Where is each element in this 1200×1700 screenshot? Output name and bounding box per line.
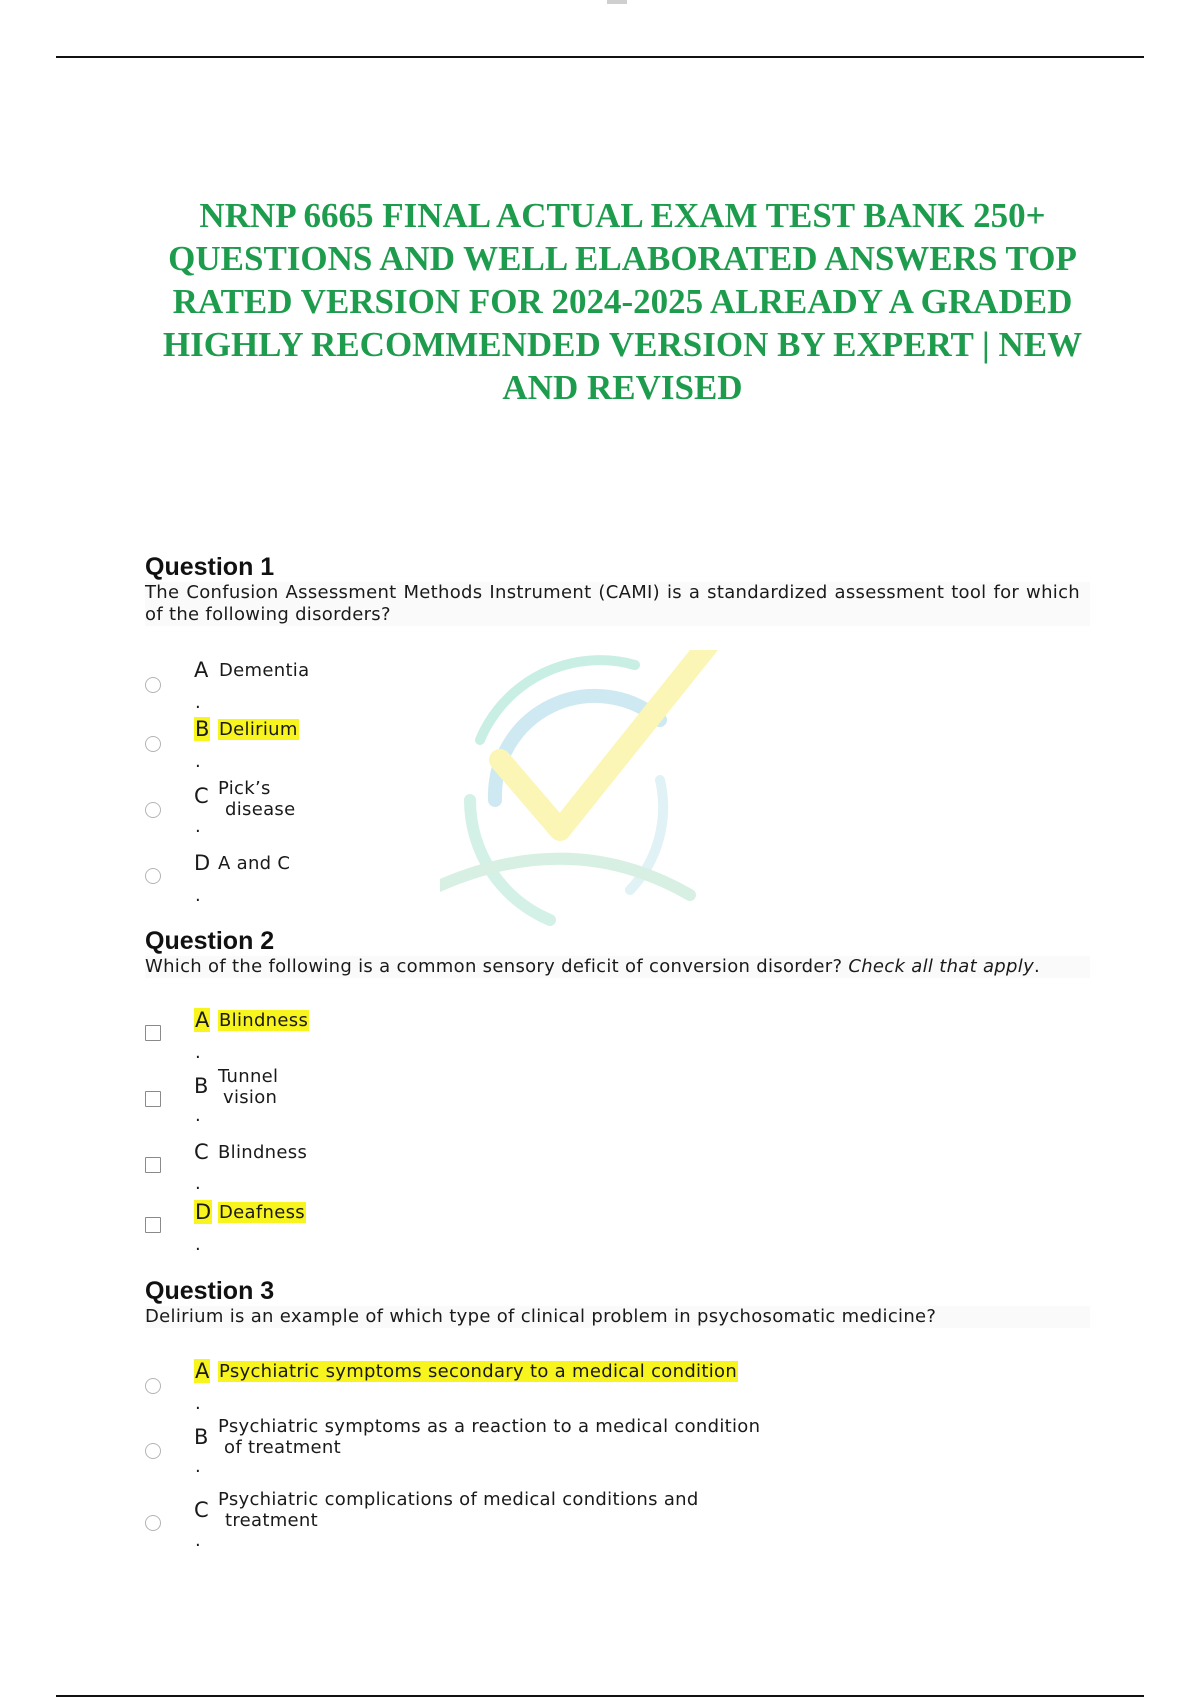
answer-option-b[interactable] (145, 1416, 825, 1477)
option-dot: . (195, 1456, 201, 1477)
radio-button[interactable] (145, 1378, 161, 1394)
option-dot: . (195, 1173, 201, 1194)
header-rule (56, 56, 1144, 58)
radio-button[interactable] (145, 868, 161, 884)
question-1 (145, 552, 1090, 626)
checkbox[interactable] (145, 1091, 161, 1107)
question-text: Delirium is an example of which type of clinical problem in psychosomatic medicine? (145, 1306, 1090, 1328)
checkbox[interactable] (145, 1157, 161, 1173)
option-text: Dementia (219, 660, 310, 681)
question-2 (145, 926, 1090, 978)
option-text-line: Tunnel (218, 1066, 279, 1087)
option-dot: . (195, 692, 201, 713)
question-text-end: . (1034, 956, 1041, 977)
option-text: A and C (218, 853, 291, 874)
question-heading: Question 1 (145, 553, 275, 581)
option-text-line: of treatment (224, 1437, 341, 1458)
checkbox[interactable] (145, 1217, 161, 1233)
option-dot: . (195, 1105, 201, 1126)
option-letter: A (195, 1359, 210, 1383)
page-top-mark (607, 0, 627, 4)
option-text (218, 1416, 760, 1458)
checkbox[interactable] (145, 1025, 161, 1041)
option-dot: . (195, 885, 201, 906)
option-letter: D (195, 1200, 212, 1224)
option-letter: C (194, 784, 209, 808)
option-letter: A (195, 1008, 210, 1032)
option-text-line: Psychiatric complications of medical conditions and (218, 1489, 699, 1510)
option-letter: B (194, 1074, 209, 1098)
option-letter: B (194, 1425, 209, 1449)
option-letter: B (195, 717, 210, 741)
question-text (145, 956, 1090, 978)
radio-button[interactable] (145, 736, 161, 752)
question-heading: Question 2 (145, 927, 275, 955)
option-dot: . (195, 1234, 201, 1255)
option-text: Blindness (218, 1142, 308, 1163)
option-letter: D (194, 851, 211, 875)
option-letter: C (194, 1140, 209, 1164)
option-letter: A (194, 658, 209, 682)
answer-option-a[interactable] (145, 658, 345, 713)
option-dot: . (195, 816, 201, 837)
option-text: Delirium (219, 719, 298, 740)
document-title: NRNP 6665 FINAL ACTUAL EXAM TEST BANK 250+ QUESTIONS AND WELL ELABORATED ANSWERS TOP RATED VERSION FOR 2024-2025 ALREADY A GRADED HIGHLY RECOMMENDED VERSION BY EXPERT | NEW AND REVISED (162, 196, 1083, 407)
footer-rule (56, 1695, 1144, 1697)
option-text (218, 1489, 699, 1531)
answer-option-c[interactable] (145, 778, 345, 837)
answer-option-b[interactable] (145, 717, 345, 772)
radio-button[interactable] (145, 802, 161, 818)
option-text-line: vision (223, 1087, 278, 1108)
option-text (218, 1066, 278, 1108)
answer-option-c[interactable] (145, 1140, 345, 1194)
option-text: Deafness (219, 1202, 305, 1223)
option-letter: C (194, 1498, 209, 1522)
answer-option-d[interactable] (145, 1200, 345, 1255)
option-text: Blindness (219, 1010, 309, 1031)
question-heading: Question 3 (145, 1277, 275, 1305)
answer-option-b[interactable] (145, 1066, 345, 1126)
checkmark-watermark-icon (440, 650, 780, 940)
option-text (218, 778, 295, 820)
option-dot: . (195, 1530, 201, 1551)
option-text-line: Psychiatric symptoms as a reaction to a medical condition (218, 1416, 761, 1437)
radio-button[interactable] (145, 1443, 161, 1459)
radio-button[interactable] (145, 677, 161, 693)
option-dot: . (195, 751, 201, 772)
radio-button[interactable] (145, 1515, 161, 1531)
option-text: Psychiatric symptoms secondary to a medical condition (219, 1361, 738, 1382)
option-text-line: treatment (225, 1510, 318, 1531)
answer-option-a[interactable] (145, 1008, 345, 1063)
question-text-main: Which of the following is a common sensory deficit of conversion disorder? (145, 956, 843, 977)
answer-option-a[interactable] (145, 1359, 785, 1414)
option-text-line: disease (225, 799, 296, 820)
option-dot: . (195, 1042, 201, 1063)
question-text: The Confusion Assessment Methods Instrument (CAMI) is a standardized assessment tool for which of the following disorders? (145, 582, 1090, 626)
answer-option-c[interactable] (145, 1489, 785, 1551)
option-dot: . (195, 1393, 201, 1414)
answer-option-d[interactable] (145, 851, 345, 906)
question-3 (145, 1276, 1090, 1328)
question-text-emphasis: Check all that apply (848, 956, 1035, 977)
option-text-line: Pick’s (218, 778, 271, 799)
